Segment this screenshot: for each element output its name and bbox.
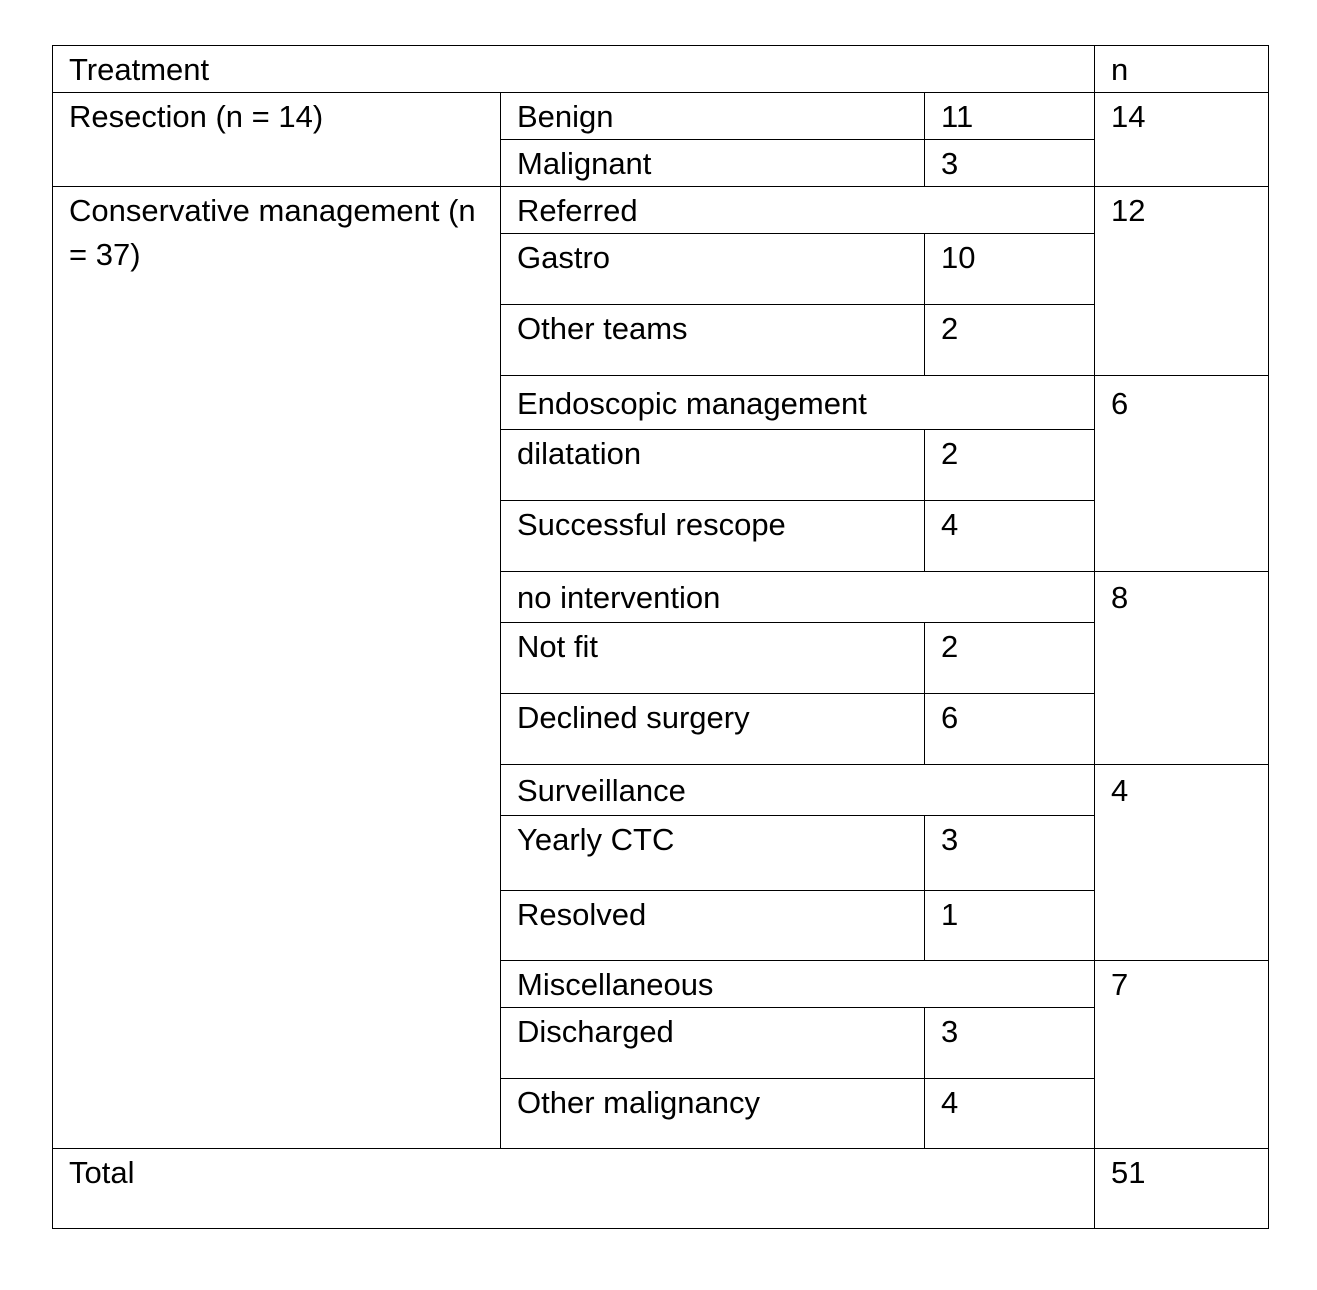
- group-label: Surveillance: [501, 765, 1095, 816]
- group-item-label: Resolved: [501, 891, 925, 961]
- group-total: 8: [1095, 572, 1269, 765]
- resection-label: Resection (n = 14): [53, 93, 501, 187]
- group-item-value: 2: [925, 623, 1095, 694]
- resection-item-label: Malignant: [501, 140, 925, 187]
- resection-item-label: Benign: [501, 93, 925, 140]
- group-item-value: 3: [925, 816, 1095, 891]
- group-item-value: 10: [925, 234, 1095, 305]
- treatment-table: [52, 45, 1269, 1229]
- group-total: 6: [1095, 376, 1269, 572]
- group-item-label: Declined surgery: [501, 694, 925, 765]
- group-item-value: 2: [925, 430, 1095, 501]
- header-row: [53, 46, 1269, 93]
- total-row: [53, 1149, 1269, 1229]
- group-item-value: 1: [925, 891, 1095, 961]
- group-item-label: Yearly CTC: [501, 816, 925, 891]
- group-item-value: 2: [925, 305, 1095, 376]
- table-row: [53, 187, 1269, 234]
- total-value: 51: [1095, 1149, 1269, 1229]
- table-row: [53, 93, 1269, 140]
- header-treatment: Treatment: [53, 46, 1095, 93]
- resection-item-value: 3: [925, 140, 1095, 187]
- group-item-label: Not fit: [501, 623, 925, 694]
- group-item-value: 3: [925, 1008, 1095, 1079]
- group-item-value: 4: [925, 1079, 1095, 1149]
- group-item-value: 6: [925, 694, 1095, 765]
- resection-item-value: 11: [925, 93, 1095, 140]
- group-item-label: Gastro: [501, 234, 925, 305]
- group-item-value: 4: [925, 501, 1095, 572]
- group-label: Endoscopic management: [501, 376, 1095, 430]
- group-item-label: dilatation: [501, 430, 925, 501]
- group-item-label: Other malignancy: [501, 1079, 925, 1149]
- group-item-label: Successful rescope: [501, 501, 925, 572]
- header-n: n: [1095, 46, 1269, 93]
- group-label: Miscellaneous: [501, 961, 1095, 1008]
- group-total: 4: [1095, 765, 1269, 961]
- group-item-label: Discharged: [501, 1008, 925, 1079]
- conservative-label: Conservative management (n = 37): [53, 187, 501, 1149]
- group-total: 7: [1095, 961, 1269, 1149]
- resection-total: 14: [1095, 93, 1269, 187]
- group-label: Referred: [501, 187, 1095, 234]
- group-total: 12: [1095, 187, 1269, 376]
- group-label: no intervention: [501, 572, 1095, 623]
- total-label: Total: [53, 1149, 1095, 1229]
- group-item-label: Other teams: [501, 305, 925, 376]
